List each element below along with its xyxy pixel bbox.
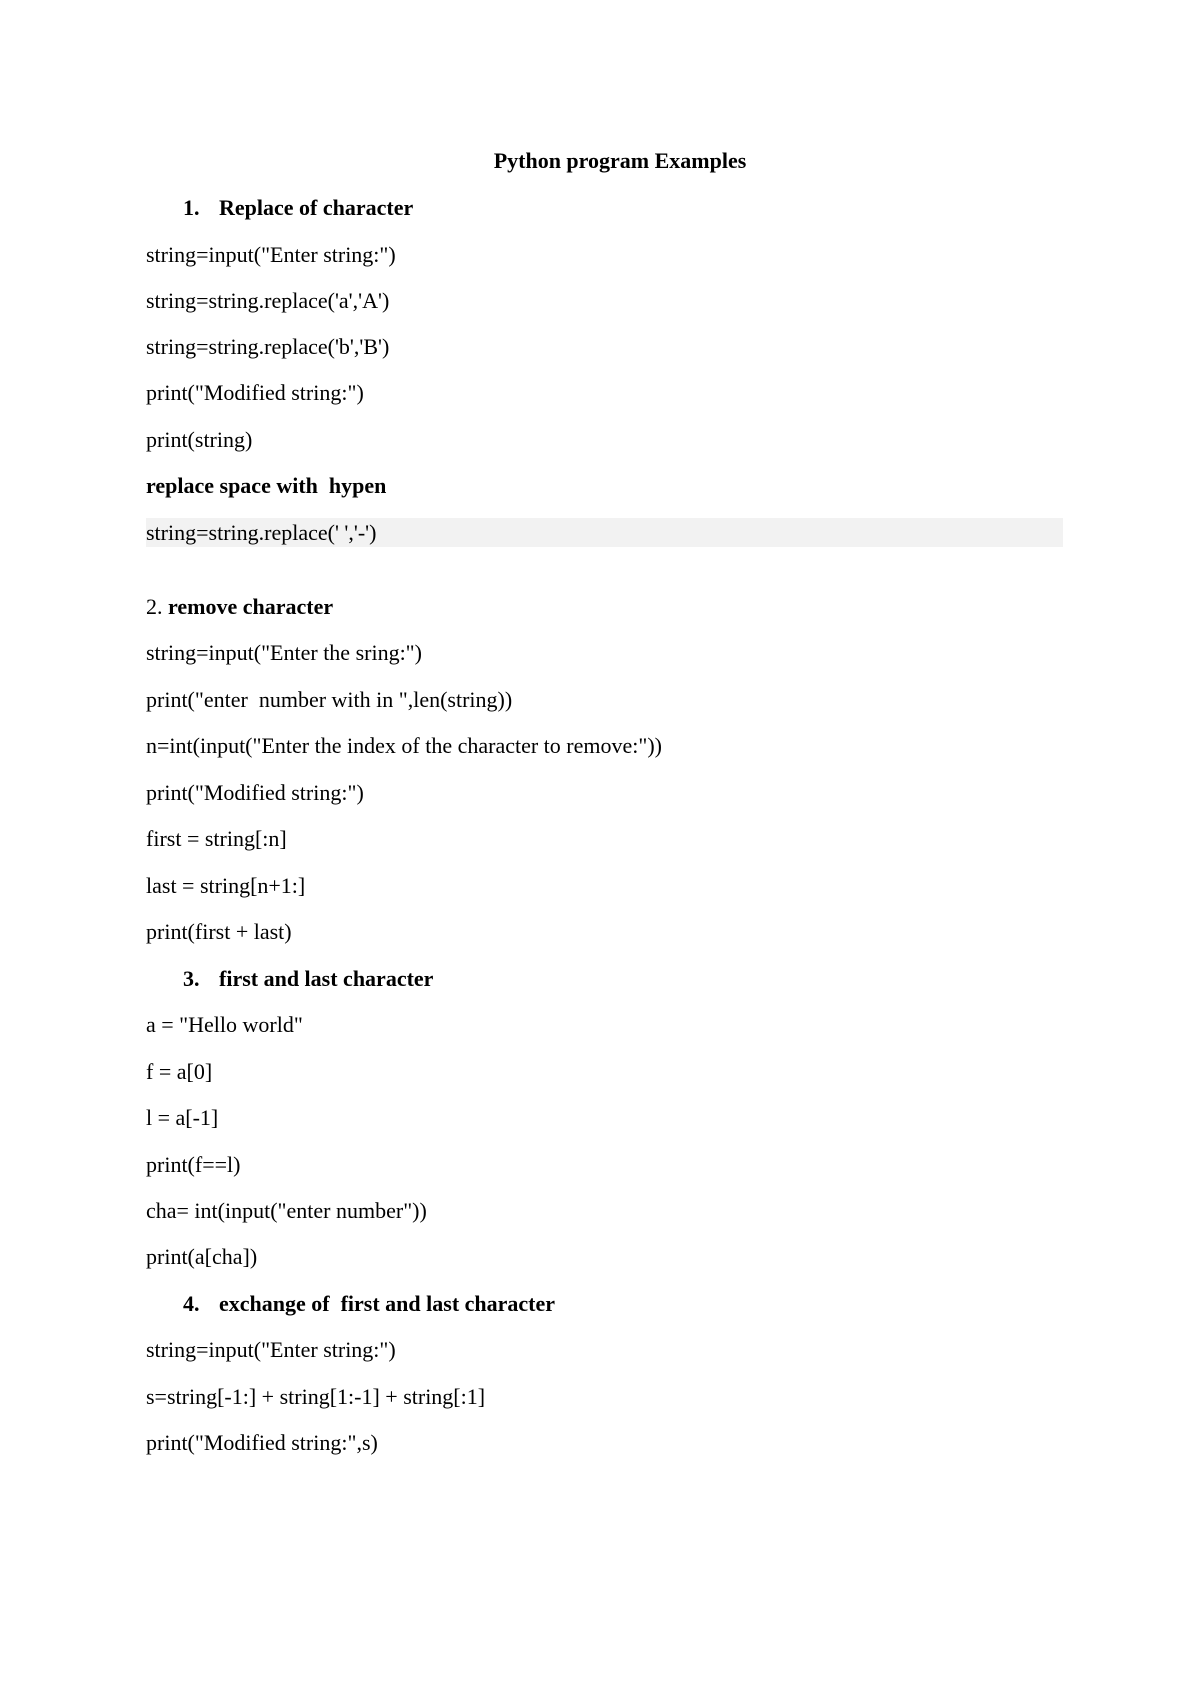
code-line: print(string) <box>146 427 253 452</box>
code-line: print("Modified string:",s) <box>146 1430 378 1455</box>
code-line: last = string[n+1:] <box>146 873 306 898</box>
code-line: cha= int(input("enter number")) <box>146 1198 427 1223</box>
code-line: print("Modified string:") <box>146 780 364 805</box>
code-line: string=input("Enter the sring:") <box>146 640 422 665</box>
code-line: string=string.replace('b','B') <box>146 334 390 359</box>
section-number: 1. <box>183 195 200 220</box>
section-1-heading <box>183 193 413 223</box>
code-line: a = "Hello world" <box>146 1012 303 1037</box>
section-heading-text: remove character <box>168 594 334 619</box>
section-heading-text: exchange of first and last character <box>219 1291 556 1316</box>
code-line: string=string.replace(' ','-') <box>146 520 377 545</box>
code-line: print(f==l) <box>146 1152 241 1177</box>
code-line: f = a[0] <box>146 1059 213 1084</box>
code-line: print(a[cha]) <box>146 1244 258 1269</box>
section-heading-text: first and last character <box>219 966 434 991</box>
code-line: string=input("Enter string:") <box>146 242 396 267</box>
code-line: print(first + last) <box>146 919 292 944</box>
section-4-heading <box>183 1289 555 1319</box>
section-number: 3. <box>183 966 200 991</box>
code-line: first = string[:n] <box>146 826 287 851</box>
code-line: string=input("Enter string:") <box>146 1337 396 1362</box>
section-number: 2. <box>146 594 163 619</box>
code-line: print("enter number with in ",len(string)) <box>146 687 513 712</box>
section-2-heading <box>146 592 333 622</box>
code-line: n=int(input("Enter the index of the character to remove:")) <box>146 733 663 758</box>
code-line: print("Modified string:") <box>146 380 364 405</box>
document-title: Python program Examples <box>493 148 747 173</box>
code-line: s=string[-1:] + string[1:-1] + string[:1] <box>146 1384 486 1409</box>
section-3-heading <box>183 964 433 994</box>
code-line: string=string.replace('a','A') <box>146 288 390 313</box>
section-heading-text: Replace of character <box>219 195 414 220</box>
subheading: replace space with hypen <box>146 473 387 498</box>
section-number: 4. <box>183 1291 200 1316</box>
code-line: l = a[-1] <box>146 1105 219 1130</box>
